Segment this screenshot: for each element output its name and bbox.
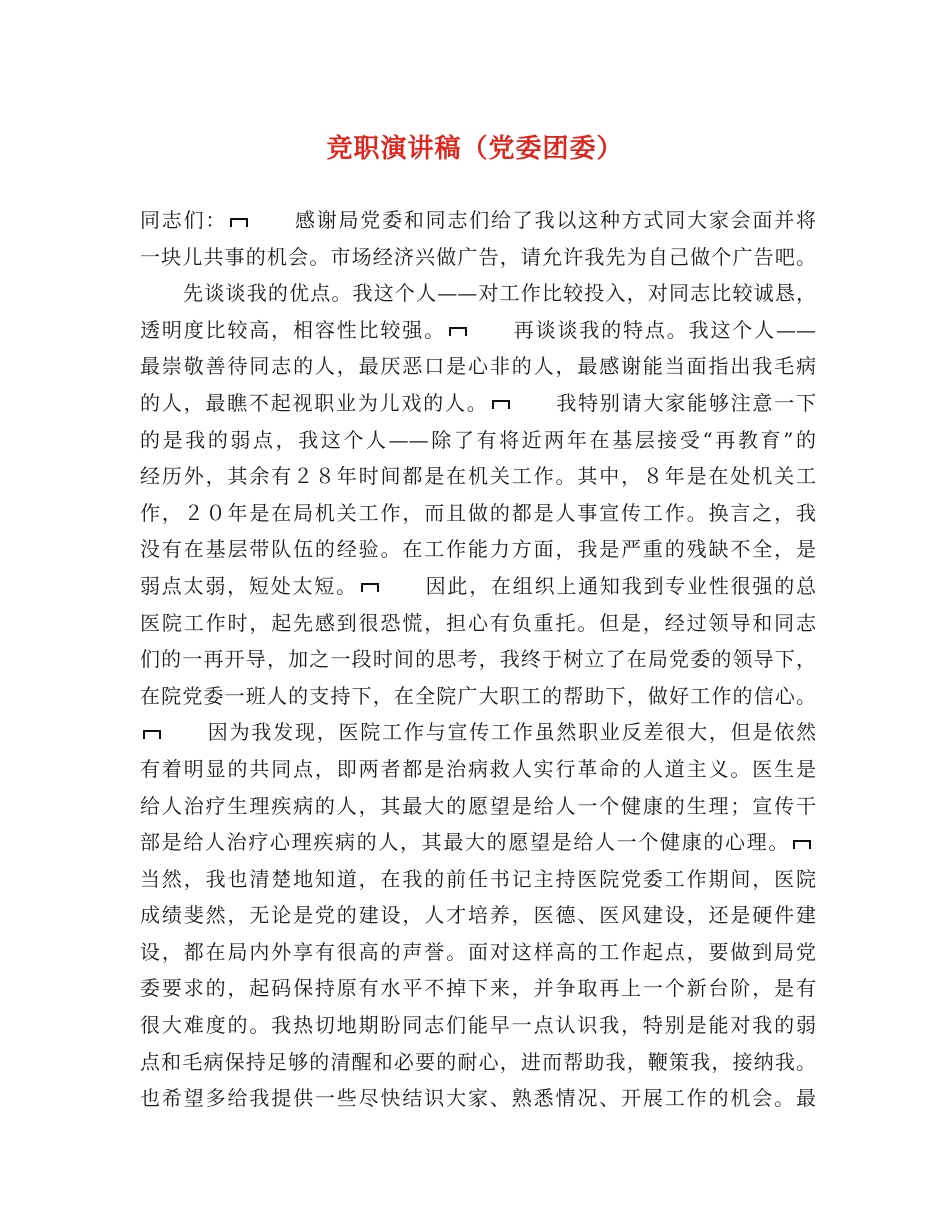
text-line: [140, 275, 816, 312]
text-segment: 在院党委一班人的支持下，在全院广大职工的帮助下，做好工作的信心。: [140, 683, 816, 708]
text-line: [140, 239, 816, 276]
text-segment: 最崇敬善待同志的人，最厌恶口是心非的人，最感谢能当面指出我毛病: [140, 354, 816, 379]
text-segment: 再谈谈我的特点。我这个人——: [511, 317, 817, 342]
text-segment: 医院工作时，起先感到很恐慌，担心有负重托。但是，经过领导和同志: [140, 610, 816, 635]
text-line: [140, 458, 816, 495]
text-line: [140, 1044, 816, 1081]
text-line: [140, 495, 816, 532]
text-line: [140, 861, 816, 898]
text-line: [140, 605, 816, 642]
text-line: [140, 312, 816, 349]
text-segment: 经历外，其余有２８年时间都是在机关工作。其中，８年是在处机关工: [140, 464, 816, 489]
paragraph-mark-icon: [140, 727, 166, 741]
text-line: [140, 568, 816, 605]
text-segment: 因为我发现，医院工作与宣传工作虽然职业反差很大，但是依然: [206, 720, 816, 745]
text-line: [140, 970, 816, 1007]
text-line: [140, 934, 816, 971]
text-line: [140, 531, 816, 568]
text-segment: 委要求的，起码保持原有水平不掉下来，并争取再上一个新台阶，是有: [140, 976, 816, 1001]
text-segment: 给人治疗生理疾病的人，其最大的愿望是给人一个健康的生理；宣传干: [140, 793, 816, 818]
text-segment: 有着明显的共同点，即两者都是治病救人实行革命的人道主义。医生是: [140, 756, 816, 781]
text-line: [140, 751, 816, 788]
paragraph-mark-icon: [227, 215, 253, 229]
text-line: [140, 1080, 816, 1117]
text-segment: 一块儿共事的机会。市场经济兴做广告，请允许我先为自己做个广告吧。: [140, 244, 816, 269]
text-line: [140, 348, 816, 385]
text-segment: 没有在基层带队伍的经验。在工作能力方面，我是严重的残缺不全，是: [140, 537, 816, 562]
text-segment: 点和毛病保持足够的清醒和必要的耐心，进而帮助我，鞭策我，接纳我。: [140, 1049, 816, 1074]
text-segment: 很大难度的。我热切地期盼同志们能早一点认识我，特别是能对我的弱: [140, 1013, 816, 1038]
text-segment: 我特别请大家能够注意一下: [554, 390, 817, 415]
text-segment: 的人，最瞧不起视职业为儿戏的人。: [140, 390, 489, 415]
paragraph-mark-icon: [790, 837, 816, 851]
text-line: [140, 422, 816, 459]
text-segment: 的是我的弱点，我这个人——除了有将近两年在基层接受“再教育”的: [140, 427, 816, 452]
text-line: [140, 714, 816, 751]
text-segment: 弱点太弱，短处太短。: [140, 573, 358, 598]
paragraph-mark-icon: [358, 580, 384, 594]
paragraph-mark-icon: [489, 397, 515, 411]
text-line: [140, 202, 816, 239]
text-segment: 成绩斐然，无论是党的建设，人才培养，医德、医风建设，还是硬件建: [140, 903, 816, 928]
text-segment: 们的一再开导，加之一段时间的思考，我终于树立了在局党委的领导下，: [140, 647, 816, 672]
text-line: [140, 824, 816, 861]
text-segment: 同志们：: [140, 208, 228, 232]
text-segment: 感谢局党委和同志们给了我以这种方式同大家会面并将: [293, 208, 817, 232]
text-segment: 透明度比较高，相容性比较强。: [140, 317, 446, 342]
text-segment: 作，２０年是在局机关工作，而且做的都是人事宣传工作。换言之，我: [140, 500, 816, 525]
document-title: 竞职演讲稿（党委团委）: [326, 134, 624, 164]
text-line: [140, 897, 816, 934]
paragraph-mark-icon: [446, 324, 472, 338]
text-segment: 也希望多给我提供一些尽快结识大家、熟悉情况、开展工作的机会。最: [140, 1086, 816, 1111]
text-segment: 设，都在局内外享有很高的声誉。面对这样高的工作起点，要做到局党: [140, 939, 816, 964]
text-line: [140, 385, 816, 422]
text-line: [140, 678, 816, 715]
text-line: [140, 1007, 816, 1044]
text-line: [140, 788, 816, 825]
text-segment: 因此，在组织上通知我到专业性很强的总: [423, 573, 817, 598]
text-segment: 当然，我也清楚地知道，在我的前任书记主持医院党委工作期间，医院: [140, 866, 816, 891]
text-segment: 部是给人治疗心理疾病的人，其最大的愿望是给人一个健康的心理。: [140, 830, 790, 855]
text-segment: 先谈谈我的优点。我这个人——对工作比较投入，对同志比较诚恳，: [182, 281, 816, 306]
document-body: [140, 202, 816, 1117]
text-line: [140, 641, 816, 678]
